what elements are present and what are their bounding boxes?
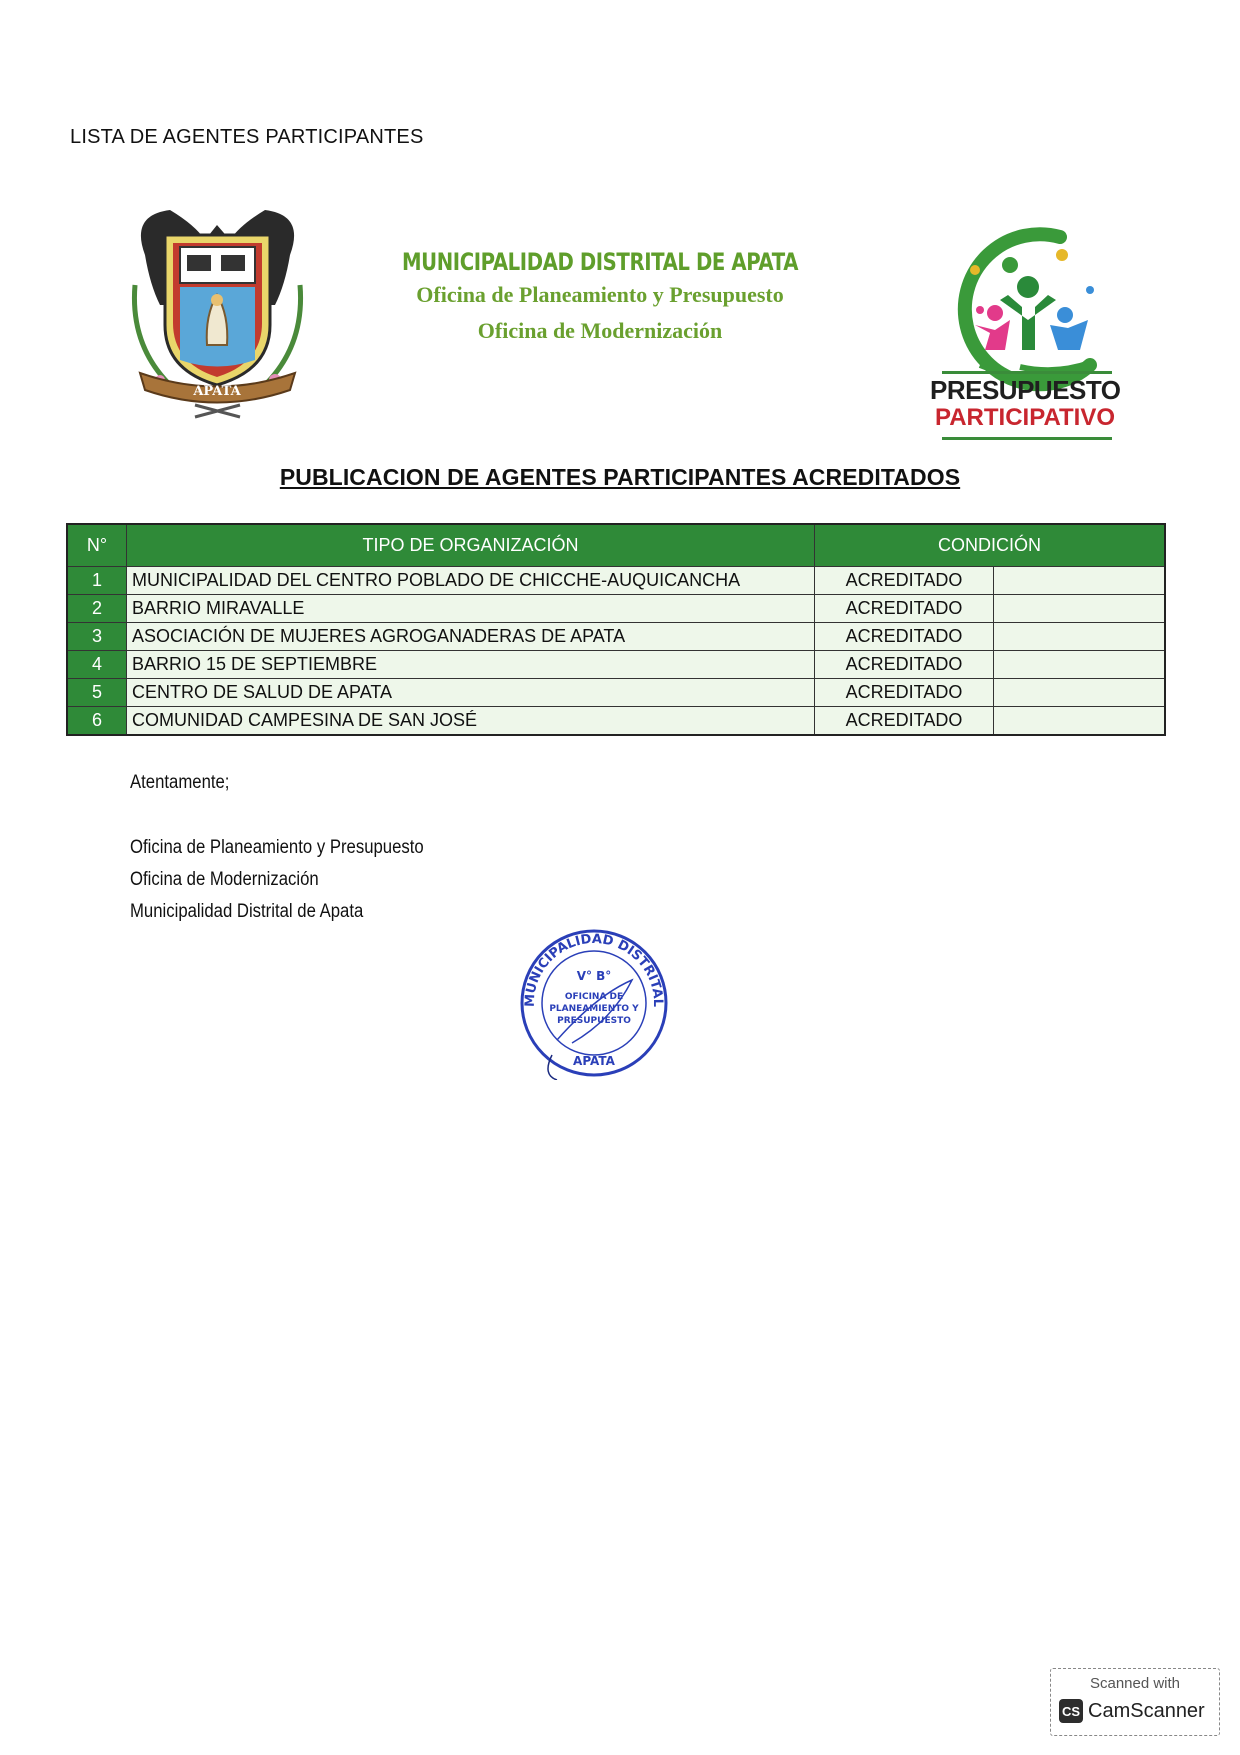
row-organization: ASOCIACIÓN DE MUJERES AGROGANADERAS DE APATA [127,623,815,651]
row-condition: ACREDITADO [815,567,994,595]
table-row [67,623,1165,651]
signature-line-office-modernization: Oficina de Modernización [130,869,319,890]
row-organization: MUNICIPALIDAD DEL CENTRO POBLADO DE CHICCHE-AUQUICANCHA [127,567,815,595]
row-number: 2 [67,595,127,623]
agents-table [66,523,1166,736]
stamp-office-line2: PLANEAMIENTO Y [549,1004,639,1014]
row-condition: ACREDITADO [815,651,994,679]
stamp-vb: V° B° [576,969,612,983]
table-row [67,595,1165,623]
stamp-office-line3: PRESUPUESTO [557,1016,631,1026]
row-organization: BARRIO MIRAVALLE [127,595,815,623]
signature-block [130,832,424,928]
logo-rule-top [942,371,1112,374]
stamp-office-line1: OFICINA DE [564,992,624,1002]
document-heading: LISTA DE AGENTES PARTICIPANTES [70,126,424,148]
official-stamp [512,925,677,1080]
column-header-number: N° [67,524,127,567]
publication-title: PUBLICACION DE AGENTES PARTICIPANTES ACREDITADOS [279,464,961,490]
table-row [67,567,1165,595]
row-number: 4 [67,651,127,679]
row-condition: ACREDITADO [815,595,994,623]
row-number: 6 [67,707,127,736]
row-organization: COMUNIDAD CAMPESINA DE SAN JOSÉ [127,707,815,736]
logo-title-presupuesto: PRESUPUESTO [930,375,1121,405]
row-organization: BARRIO 15 DE SEPTIEMBRE [127,651,815,679]
row-condition: ACREDITADO [815,623,994,651]
table-row [67,707,1165,736]
municipality-name: MUNICIPALIDAD DISTRITAL DE APATA [401,248,799,276]
row-organization: CENTRO DE SALUD DE APATA [127,679,815,707]
row-empty-cell [994,595,1166,623]
row-number: 1 [67,567,127,595]
row-number: 3 [67,623,127,651]
header-block [350,248,850,344]
office-planning: Oficina de Planeamiento y Presupuesto [416,282,784,307]
row-empty-cell [994,707,1166,736]
column-header-condition: CONDICIÓN [815,524,1166,567]
row-number: 5 [67,679,127,707]
row-condition: ACREDITADO [815,707,994,736]
stamp-bottom-text: APATA [573,1054,615,1068]
municipal-crest-logo [125,195,310,420]
row-empty-cell [994,567,1166,595]
closing-text: Atentamente; [130,772,230,793]
office-modernization: Oficina de Modernización [477,318,723,343]
signature-line-municipality: Municipalidad Distrital de Apata [130,901,364,922]
logo-rule-bottom [942,437,1112,440]
row-empty-cell [994,679,1166,707]
row-empty-cell [994,623,1166,651]
table-row [67,651,1165,679]
row-empty-cell [994,651,1166,679]
stamp-ring-text: MUNICIPALIDAD DISTRITAL [522,931,666,1008]
table-header-row [67,524,1165,567]
camscanner-icon: CS [1059,1699,1083,1723]
camscanner-brand: CamScanner [1088,1699,1205,1722]
scanned-with-text: Scanned with [1089,1675,1181,1692]
column-header-organization: TIPO DE ORGANIZACIÓN [127,524,815,567]
crest-banner-text: APATA [193,384,241,399]
signature-line-office-planning: Oficina de Planeamiento y Presupuesto [130,837,424,858]
logo-title-participativo: PARTICIPATIVO [935,404,1115,431]
table-row [67,679,1165,707]
row-condition: ACREDITADO [815,679,994,707]
camscanner-watermark [1050,1668,1220,1736]
